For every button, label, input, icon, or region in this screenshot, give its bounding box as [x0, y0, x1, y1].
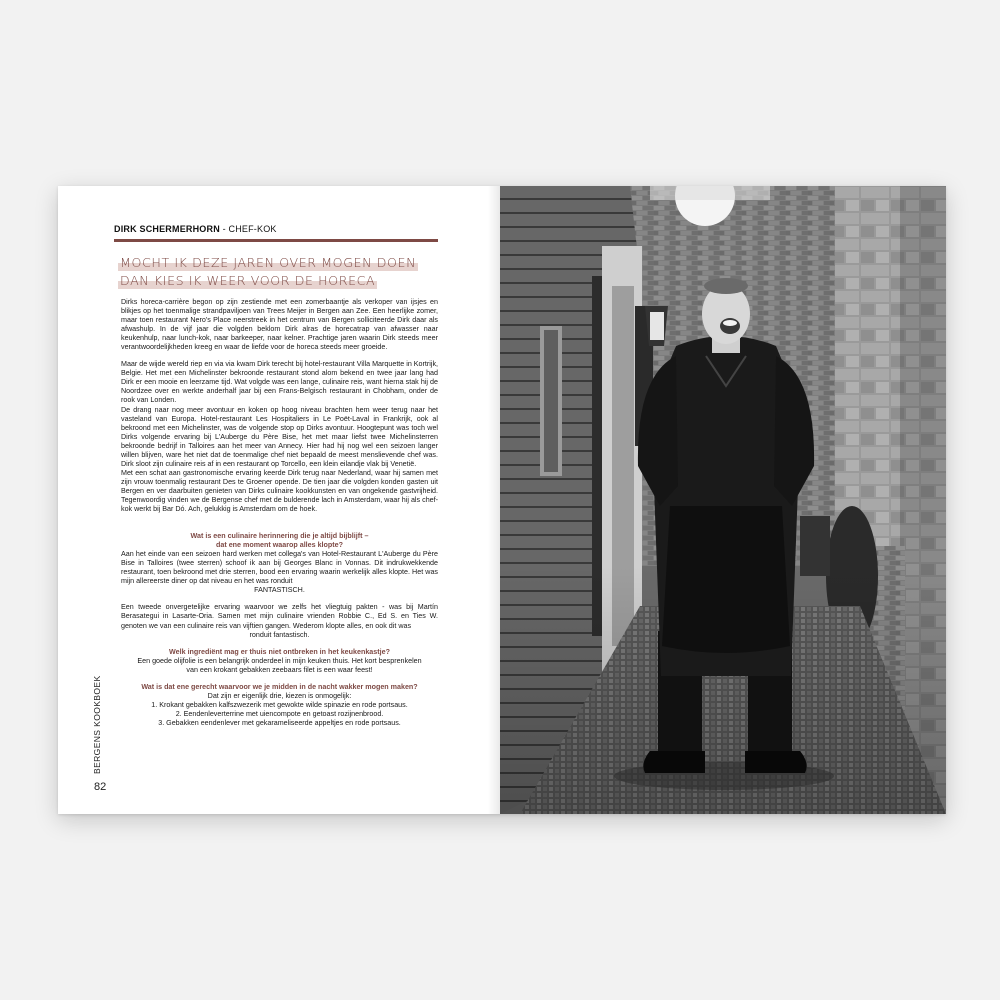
title-line-1: MOCHT IK DEZE JAREN OVER MOGEN DOEN: [120, 255, 417, 270]
article-title: [118, 254, 418, 290]
answer-2-line-1: Een goede olijfolie is een belangrijk onderdeel in mijn keuken thuis. Het kort besprenkelen: [137, 656, 422, 665]
page-number: 82: [94, 781, 107, 793]
page-header: [114, 224, 277, 234]
paragraph: Met een schat aan gastronomische ervaring keerde Dirk terug naar Nederland, waar hij samen met zijn vrouw toenmalig restaurant Des te Groener opende. De tien jaar die volgden konden gasten uit Bergen en ver daarbuiten genieten van Dirks culinaire kookkunsten en van ongekende gastvrijheid. Tegenwoordig vinden we de Bergense chef met de bulderende lach in Amsterdam, waar hij als chef-kok werkt bij Bar Dó. Ach, gelukkig is Amsterdam om de hoek.: [121, 468, 438, 514]
question-3: Wat is dat ene gerecht waarvoor we je midden in de nacht wakker mogen maken?: [141, 682, 418, 691]
dish-item: 3. Gebakken eendenlever met gekarameliseerde appeltjes en rode portsaus.: [158, 718, 401, 727]
answer-1b-end: ronduit fantastisch.: [249, 630, 310, 639]
chef-portrait-photo: [500, 186, 946, 814]
question-2: Welk ingrediënt mag er thuis niet ontbreken in het keukenkastje?: [169, 647, 390, 656]
chef-role: - CHEF-KOK: [219, 224, 277, 234]
book-spread: [58, 186, 946, 814]
dish-list: [121, 701, 438, 728]
answer-2-line-2: van een krokant gebakken zeebaars filet is een waar feest!: [186, 665, 373, 674]
left-page: [58, 186, 500, 814]
answer-1a: Aan het einde van een seizoen hard werken met collega's van Hotel-Restaurant L'Auberge du Père Bise in Talloires (twee sterren) schoof ik aan bij Georges Blanc in Vonnas. Dit indrukwekkende restaurant, toen bekroond met drie sterren, bood een ervaring waarin werkelijk alles klopte. Het was mijn allereerste diner op dat niveau en het was ronduit: [121, 550, 438, 586]
title-line-2: DAN KIES IK WEER VOOR DE HORECA: [120, 273, 376, 288]
paragraph: Dirks horeca-carrière begon op zijn zestiende met een zomerbaantje als verkoper van ijsjes en blikjes op het toenmalige strandpaviljoen van Trees Meijer in Bergen aan Zee. Een heerlijke zomer, maar toen restaurant Nero's Place neerstreek in het centrum van Bergen solliciteerde Dirk daar als afwashulp. In de vijf jaar die volgden beklom Dirk alras de horecatrap van afwasser naar keukenhulp, naar lunch-kok, naar barkeeper, naar kelner. Prachtige jaren waarin Dirk steeds meer verantwoordelijkheden kreeg en waar de liefde voor de horeca steeds meer groeide.: [121, 298, 438, 352]
book-title-vertical: BERGENS KOOKBOEK: [92, 675, 102, 774]
header-rule: [114, 239, 438, 242]
paragraph: De drang naar nog meer avontuur en koken op hoog niveau brachten hem weer terug naar het vasteland van Europa. Hotel-restaurant Les Hospitaliers in Le Poët-Laval in Frankrijk, ook al bekroond met een Michelinster, was de volgende stop op Dirks avontuur. Hoogtepunt was toch wel Dirks volgende ervaring bij L'Auberge du Père Bise, het met maar liefst twee Michelinsterren bekroonde bedrijf in Talloires aan het meer van Annecy. Hier had hij nog wel een seizoen langer willen blijven, ware het niet dat de toenmalige chef niet bepaald de meest menslievende chef was. Dirk sloot zijn culinaire reis af in een restaurant op Torcello, een klein eilandje vlak bij Venetië.: [121, 405, 438, 468]
dish-item: 2. Eendenleverterrine met uiencompote en getoast rozijnenbrood.: [175, 709, 384, 718]
dish-item: 1. Krokant gebakken kalfszwezerik met gewokte wilde spinazie en rode portsaus.: [151, 700, 408, 709]
question-1-line-2: dat ene moment waarop alles klopte?: [216, 541, 343, 550]
right-page-photo: [500, 186, 946, 814]
paragraph: Maar de wijde wereld riep en via via kwam Dirk terecht bij hotel-restaurant Villa Marquette in Kortrijk, Belgie. Het met een Michelinster bekroonde restaurant stond alom bekend en twee jaar lang had Dirk er een mooie en leerzame tijd. Wat volgde was een lange, culinaire reis, want hierna stak hij de Noordzee over en werkte anderhalf jaar bij een Frans-Belgisch restaurant in Chobham, onder de rook van Londen.: [121, 360, 438, 405]
article-body: [121, 298, 438, 728]
answer-1a-end: FANTASTISCH.: [254, 586, 305, 595]
chef-name: DIRK SCHERMERHORN: [114, 224, 220, 234]
answer-3-intro: Dat zijn er eigenlijk drie, kiezen is onmogelijk:: [207, 691, 352, 700]
question-1-line-1: Wat is een culinaire herinnering die je altijd bijblijft –: [190, 532, 369, 541]
answer-1b: Een tweede onvergetelijke ervaring waarvoor we zelfs het vliegtuig pakten - was bij Martín Berasategui in Lasarte-Oria. Samen met mijn culinaire vrienden Robbie C., Ed S. en Ties W. genoten we van een culinaire reis van vijftien gangen. Wederom klopte alles, en ook dit was: [121, 603, 438, 630]
